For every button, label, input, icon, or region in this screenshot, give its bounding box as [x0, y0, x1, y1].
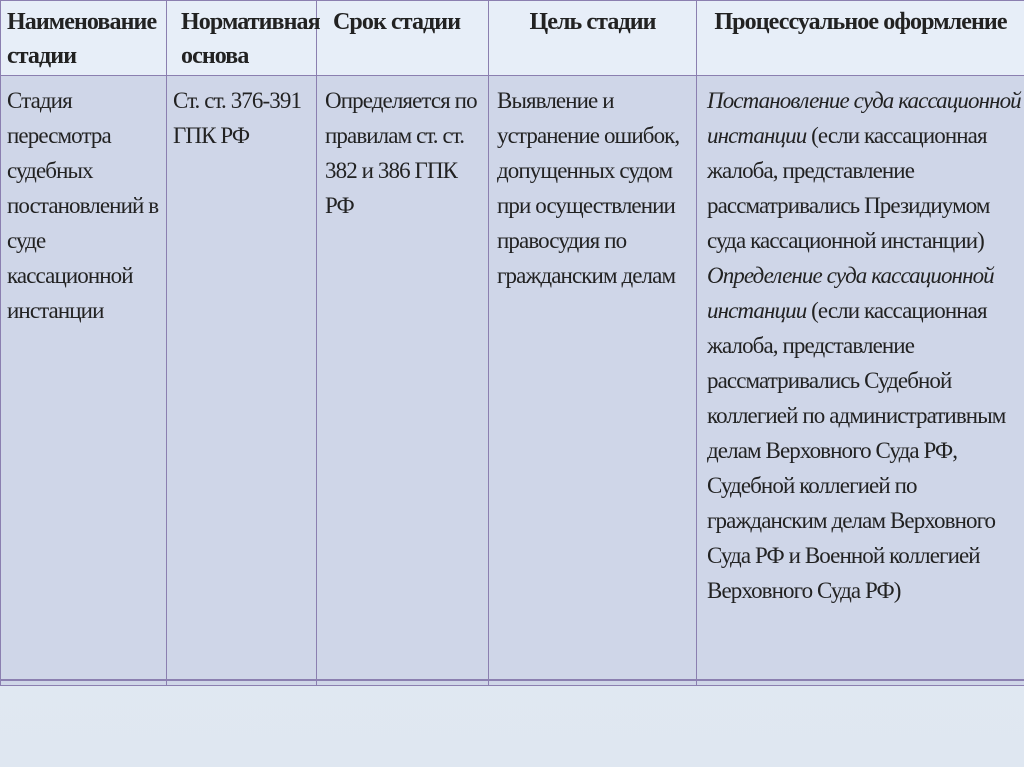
table-bottom-divider [0, 679, 1024, 681]
header-term: Срок стадии [317, 1, 489, 76]
cell-stage-name: Стадия пересмотра судебных постановлений в суде кассационной инстанции [1, 76, 167, 686]
form-1-condition: (если кассационная жалоба, представление рассматривались Президиумом суда кассационной инстанции) [707, 123, 990, 253]
form-2-title: Определение суда кассационной инстанции [707, 263, 994, 323]
cell-form [697, 76, 1024, 686]
cell-legal-basis: Ст. ст. 376-391 ГПК РФ [167, 76, 317, 686]
table-row [1, 76, 1024, 686]
form-1-title: Постановление суда кассационной инстанции [707, 88, 1021, 148]
header-legal-basis: Нормативная основа [167, 1, 317, 76]
cell-goal: Выявление и устранение ошибок, допущенных судом при осуществлении правосудия по гражданским делам [489, 76, 697, 686]
form-2-condition: (если кассационная жалоба, представление рассматривались Судебной коллегией по административным делам Верховного Суда РФ, Судебной коллегией по гражданским делам Верховного Суда РФ и Военной коллегией Верховного Суда РФ) [707, 298, 1006, 603]
header-goal: Цель стадии [489, 1, 697, 76]
cell-term: Определяется по правилам ст. ст. 382 и 386 ГПК РФ [317, 76, 489, 686]
header-stage-name: Наименование стадии [1, 1, 167, 76]
header-form: Процессуальное оформление [697, 1, 1024, 76]
header-row [1, 1, 1024, 76]
